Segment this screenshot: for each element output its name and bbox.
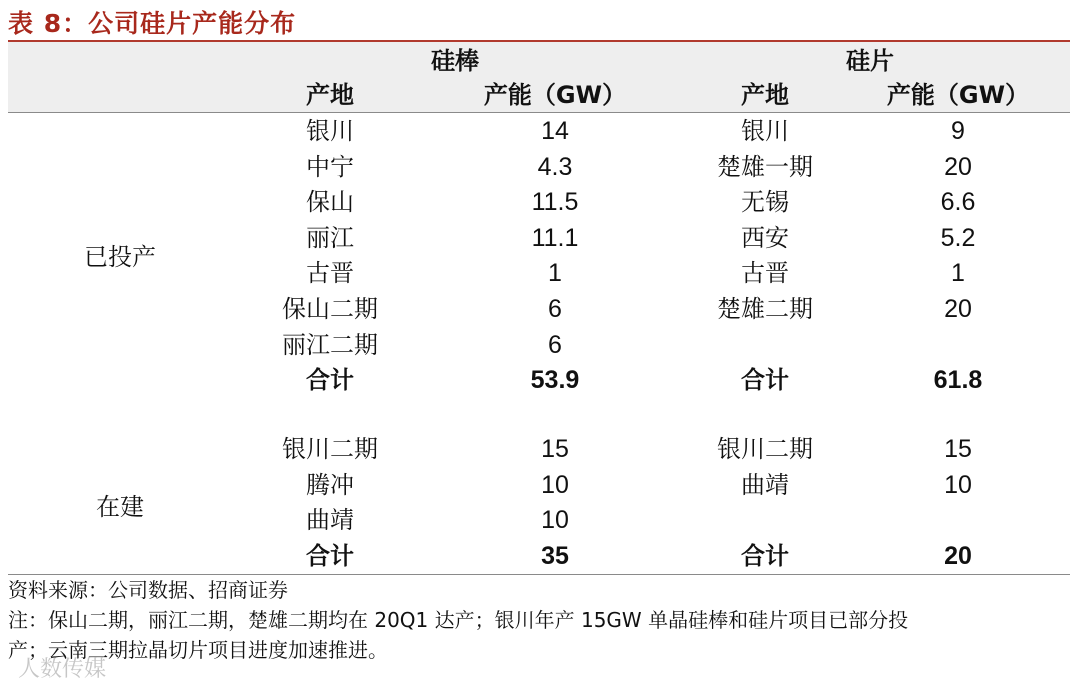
source-note: 资料来源：公司数据、招商证券 [8,578,288,602]
group-header-rod: 硅棒 [431,47,479,75]
rod-capacity-cell: 11.5 [531,188,579,217]
rod-capacity-cell: 11.1 [531,223,579,252]
wafer-capacity-cell: 15 [944,435,972,463]
total-label-wafer: 合计 [741,366,789,395]
rod-place-cell: 古晋 [306,259,354,288]
rod-place-cell: 曲靖 [306,506,354,535]
wafer-capacity-cell: 9 [951,117,965,145]
total-rod-capacity: 35 [541,541,569,570]
rod-capacity-cell: 6 [548,295,562,323]
total-label-rod: 合计 [306,541,354,570]
rod-place-cell: 丽江 [306,223,354,252]
total-wafer-capacity: 61.8 [933,366,983,395]
footnote-line-1: 注：保山二期，丽江二期，楚雄二期均在 20Q1 达产；银川年产 15GW 单晶硅棒和硅片项目已部分投 [8,608,909,632]
rod-capacity-cell: 6 [548,330,562,359]
rod-place-cell: 保山 [306,188,354,217]
rod-capacity-cell: 1 [548,259,562,288]
wafer-capacity-cell: 6.6 [940,188,976,217]
header-rule [8,112,1070,113]
wafer-place-cell: 曲靖 [741,470,789,499]
col-header-rod-capacity: 产能（GW） [483,81,627,109]
wafer-capacity-cell: 20 [944,295,972,323]
wafer-place-cell: 楚雄二期 [717,295,813,323]
rod-capacity-cell: 4.3 [537,152,573,181]
wafer-capacity-cell: 1 [951,259,965,288]
rod-capacity-cell: 10 [541,506,569,535]
col-header-rod-place: 产地 [306,81,354,109]
rod-place-cell: 丽江二期 [282,330,378,359]
wafer-place-cell: 古晋 [741,259,789,288]
total-rod-capacity: 53.9 [530,366,580,395]
rod-place-cell: 保山二期 [282,295,378,323]
footnote-line-2: 产；云南三期拉晶切片项目进度加速推进。 [8,638,388,662]
wafer-place-cell: 楚雄一期 [717,152,813,181]
group-header-wafer: 硅片 [846,47,894,75]
watermark: 人数传媒 [18,657,107,682]
wafer-place-cell: 无锡 [741,188,789,217]
rod-place-cell: 银川 [306,117,354,145]
wafer-place-cell: 银川 [741,117,789,145]
rod-capacity-cell: 10 [541,470,569,499]
col-header-wafer-capacity: 产能（GW） [886,81,1030,109]
total-wafer-capacity: 20 [944,541,972,570]
status-label-operating: 已投产 [84,243,156,271]
rod-capacity-cell: 14 [541,117,569,145]
status-label-construction: 在建 [96,493,144,521]
total-label-rod: 合计 [306,366,354,395]
wafer-capacity-cell: 20 [944,152,972,181]
rod-place-cell: 银川二期 [282,435,378,463]
table-title: 表 8：公司硅片产能分布 [8,9,297,38]
table-bottom-rule [8,574,1070,575]
total-label-wafer: 合计 [741,541,789,570]
wafer-place-cell: 西安 [741,223,789,252]
rod-place-cell: 腾冲 [306,470,354,499]
col-header-wafer-place: 产地 [741,81,789,109]
wafer-place-cell: 银川二期 [717,435,813,463]
wafer-capacity-cell: 5.2 [940,223,976,252]
rod-capacity-cell: 15 [541,435,569,463]
rod-place-cell: 中宁 [306,152,354,181]
wafer-capacity-cell: 10 [944,470,972,499]
